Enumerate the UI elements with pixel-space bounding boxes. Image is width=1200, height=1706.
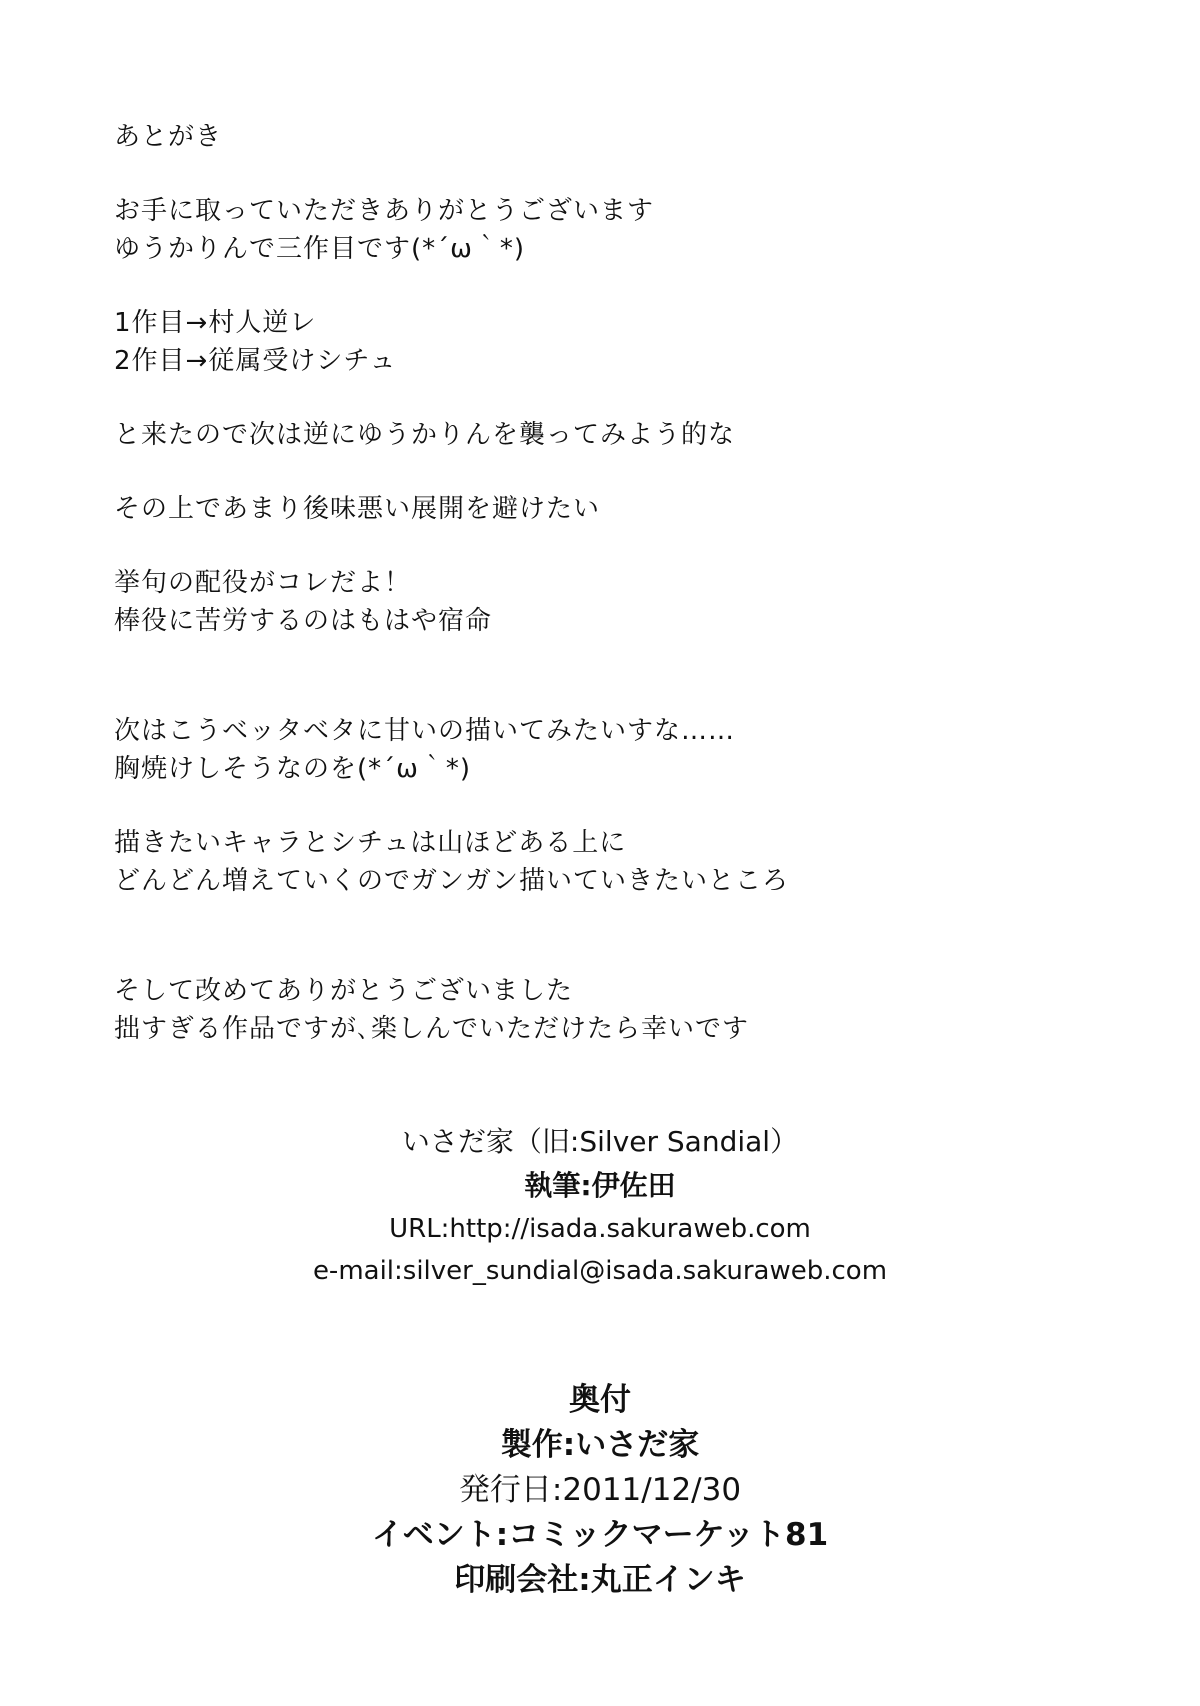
paragraph-gap: [114, 900, 1114, 972]
email-address: e-mail:silver_sundial@isada.sakuraweb.com: [312, 1256, 888, 1286]
credits-block: [0, 1120, 1200, 1292]
afterword-title: あとがき: [114, 122, 223, 152]
afterword-line: お手に取っていただきありがとうございます: [114, 196, 655, 226]
afterword-line: そして改めてありがとうございました: [114, 976, 574, 1006]
author-name: 執筆:伊佐田: [524, 1169, 676, 1202]
release-date: 発行日:2011/12/30: [458, 1472, 742, 1508]
afterword-line: 挙句の配役がコレだよ！: [114, 568, 412, 598]
paragraph-gap: [114, 528, 1114, 564]
printer-name: 印刷会社:丸正インキ: [454, 1562, 746, 1598]
paragraph-gap: [114, 454, 1114, 490]
colophon-block: [0, 1378, 1200, 1603]
circle-name: いさだ家（旧:Silver Sandial）: [401, 1125, 799, 1158]
paragraph-gap: [114, 380, 1114, 416]
colophon-heading: 奥付: [569, 1382, 631, 1418]
afterword-line: 棒役に苦労するのはもはや宿命: [114, 606, 493, 636]
paragraph-gap: [114, 640, 1114, 712]
afterword-section: [114, 118, 1114, 1048]
paragraph-gap: [114, 156, 1114, 192]
event-name: イベント:コミックマーケット81: [371, 1517, 829, 1553]
afterword-line: と来たので次は逆にゆうかりんを襲ってみよう的な: [114, 420, 736, 450]
afterword-line: どんどん増えていくのでガンガン描いていきたいところ: [114, 866, 790, 896]
afterword-line: ゆうかりんで三作目です(*´ω｀*): [114, 234, 526, 264]
afterword-line: その上であまり後味悪い展開を避けたい: [114, 494, 601, 524]
website-url: URL:http://isada.sakuraweb.com: [389, 1214, 811, 1244]
afterword-line: 拙すぎる作品ですが､楽しんでいただけたら幸いです: [114, 1014, 750, 1044]
paragraph-gap: [114, 788, 1114, 824]
afterword-line: 次はこうベッタベタに甘いの描いてみたいすな……: [114, 716, 736, 746]
paragraph-gap: [114, 268, 1114, 304]
afterword-line: 1作目→村人逆レ: [114, 308, 317, 338]
production-credit: 製作:いさだ家: [500, 1427, 700, 1463]
afterword-line: 描きたいキャラとシチュは山ほどある上に: [114, 828, 627, 858]
afterword-line: 2作目→従属受けシチュ: [114, 346, 397, 376]
afterword-line: 胸焼けしそうなのを(*´ω｀*): [114, 754, 472, 784]
